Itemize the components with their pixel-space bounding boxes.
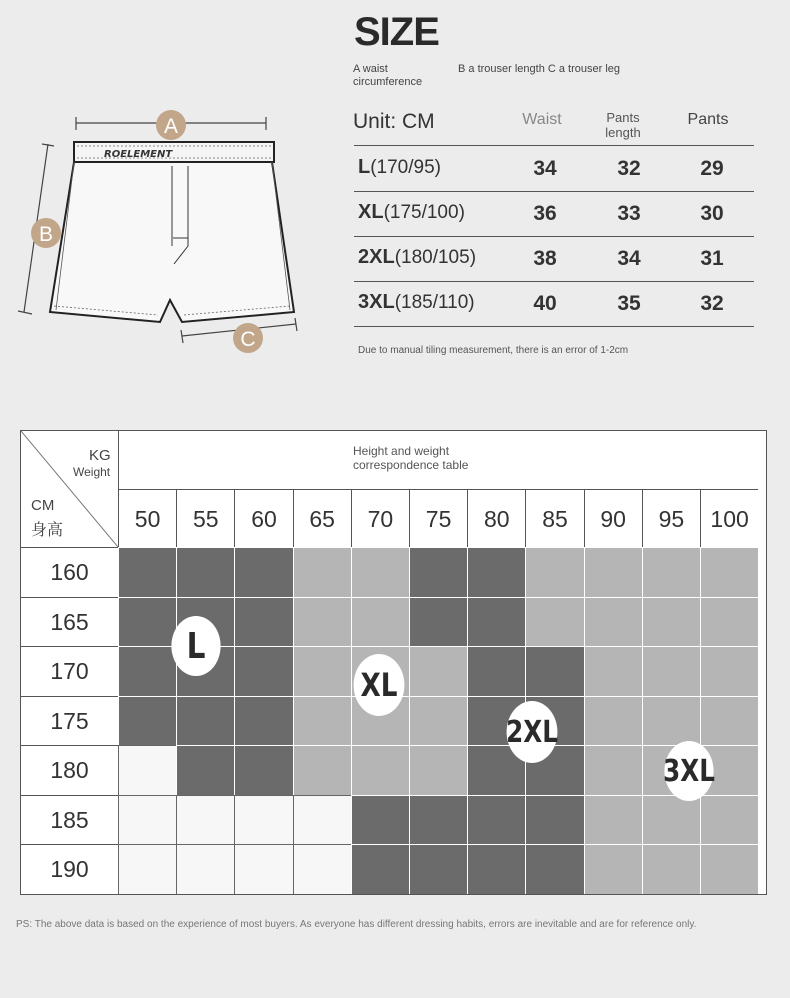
weight-header-cell: 85 (525, 489, 583, 547)
size-cell (584, 646, 642, 696)
size-code: 3XL (358, 291, 395, 313)
size-cell (584, 795, 642, 845)
length-value: 34 (617, 247, 641, 270)
size-cell (700, 795, 758, 845)
cm-label: CM (31, 497, 55, 514)
waist-value: 34 (533, 157, 557, 180)
size-cell (293, 745, 351, 795)
size-cell (234, 696, 292, 746)
size-code: 2XL (358, 246, 395, 268)
size-cell (409, 646, 467, 696)
height-header-cell: 170 (21, 646, 118, 696)
kg-label: KG (89, 447, 111, 464)
size-cell (293, 844, 351, 894)
weight-header-cell: 60 (234, 489, 292, 547)
size-row (354, 146, 754, 192)
waistband-text: ROELEMENT (104, 149, 173, 160)
waist-value: 38 (533, 247, 557, 270)
size-cell (118, 745, 176, 795)
weight-header-cell: 100 (700, 489, 758, 547)
size-cell (176, 745, 234, 795)
height-header-cell: 160 (21, 547, 118, 597)
size-cell (176, 696, 234, 746)
size-cell (700, 646, 758, 696)
size-badge-l: L (171, 616, 220, 676)
size-cell (293, 795, 351, 845)
size-cell (467, 795, 525, 845)
height-header-cell: 180 (21, 745, 118, 795)
size-cell (525, 547, 583, 597)
size-cell (642, 597, 700, 647)
legend-waist: A waist circumference (353, 63, 423, 88)
weight-header-cell: 95 (642, 489, 700, 547)
size-cell (409, 844, 467, 894)
size-cell (351, 597, 409, 647)
size-badge-3xl: 3XL (664, 741, 713, 801)
size-cell (584, 597, 642, 647)
size-cell (234, 547, 292, 597)
col-header-pants: Pants (687, 111, 729, 128)
height-weight-table (20, 430, 767, 895)
size-cell (584, 844, 642, 894)
leg-value: 29 (700, 157, 724, 180)
grid-header-divider (118, 431, 119, 547)
size-label (358, 201, 465, 224)
size-cell (700, 696, 758, 746)
size-cell (467, 597, 525, 647)
size-cell (467, 844, 525, 894)
legend-length-leg: B a trouser length C a trouser leg (458, 63, 621, 75)
size-label (358, 156, 441, 179)
col-header-waist: Waist (522, 111, 562, 128)
size-cell (642, 844, 700, 894)
size-cell (525, 844, 583, 894)
size-cell (118, 696, 176, 746)
marker-c: C (240, 328, 256, 351)
size-cell (118, 547, 176, 597)
size-cell (293, 597, 351, 647)
shorts-diagram (14, 100, 314, 360)
size-section (0, 0, 790, 400)
size-cell (293, 547, 351, 597)
weight-label: Weight (73, 465, 111, 479)
size-cell (351, 795, 409, 845)
size-cell (700, 844, 758, 894)
size-cell (351, 745, 409, 795)
height-header-cell: 190 (21, 844, 118, 894)
weight-header-cell: 70 (351, 489, 409, 547)
size-cell (584, 547, 642, 597)
size-range: (175/100) (383, 202, 465, 223)
weight-header-cell: 55 (176, 489, 234, 547)
size-cell (118, 844, 176, 894)
size-cell (525, 795, 583, 845)
col-header-pants-length: Pants length (605, 110, 641, 140)
size-cell (234, 597, 292, 647)
size-cell (467, 646, 525, 696)
waist-value: 40 (533, 292, 557, 315)
size-cell (525, 646, 583, 696)
size-cell (642, 696, 700, 746)
weight-header-cell: 50 (118, 489, 176, 547)
measurement-note: Due to manual tiling measurement, there is an error of 1-2cm (358, 345, 629, 356)
size-cell (525, 597, 583, 647)
size-cell (234, 646, 292, 696)
size-cell (642, 547, 700, 597)
size-cell (176, 795, 234, 845)
weight-header-cell: 80 (467, 489, 525, 547)
size-label (358, 246, 476, 269)
size-cell (234, 795, 292, 845)
size-cell (467, 547, 525, 597)
size-cell (409, 795, 467, 845)
size-badge-xl: XL (354, 654, 405, 716)
size-cell (700, 597, 758, 647)
waist-value: 36 (533, 202, 557, 225)
height-header-cell: 165 (21, 597, 118, 647)
unit-label: Unit: CM (353, 110, 435, 133)
size-row (354, 191, 754, 237)
weight-header-cell: 75 (409, 489, 467, 547)
size-cell (118, 646, 176, 696)
grid-title: Height and weight correspondence table (353, 444, 469, 472)
size-badge-2xl: 2XL (507, 701, 558, 763)
size-cell (409, 597, 467, 647)
size-cell (409, 547, 467, 597)
size-cell (118, 597, 176, 647)
size-cell (409, 696, 467, 746)
size-cell (293, 696, 351, 746)
size-cell (176, 844, 234, 894)
size-code: XL (358, 201, 384, 223)
size-range: (170/95) (370, 157, 441, 178)
size-row (354, 236, 754, 282)
size-cell (700, 547, 758, 597)
weight-header-cell: 90 (584, 489, 642, 547)
leg-value: 30 (700, 202, 724, 225)
size-cell (409, 745, 467, 795)
height-header-cell: 175 (21, 696, 118, 746)
size-cell (234, 844, 292, 894)
size-table-top-rule (354, 145, 754, 146)
ps-disclaimer: PS: The above data is based on the experience of most buyers. As everyone has different dressing habits, errors are inevitable and are for reference only. (16, 919, 697, 930)
size-code: L (358, 156, 371, 178)
weight-header-cell: 65 (293, 489, 351, 547)
size-cell (584, 696, 642, 746)
marker-a: A (163, 115, 179, 138)
length-value: 35 (617, 292, 641, 315)
leg-value: 31 (700, 247, 724, 270)
size-cell (234, 745, 292, 795)
size-cell (351, 547, 409, 597)
size-cell (642, 646, 700, 696)
size-title: SIZE (354, 10, 439, 54)
height-header-cell: 185 (21, 795, 118, 845)
size-cell (351, 844, 409, 894)
size-cell (293, 646, 351, 696)
size-cell (584, 745, 642, 795)
size-row (354, 281, 754, 327)
length-value: 32 (617, 157, 641, 180)
size-range: (180/105) (394, 247, 477, 268)
marker-b: B (38, 223, 54, 246)
size-label (358, 291, 475, 314)
length-value: 33 (617, 202, 641, 225)
leg-value: 32 (700, 292, 724, 315)
size-cell (176, 547, 234, 597)
height-label: 身高 (31, 522, 64, 539)
size-cell (642, 795, 700, 845)
size-cell (118, 795, 176, 845)
size-range: (185/110) (394, 292, 475, 313)
